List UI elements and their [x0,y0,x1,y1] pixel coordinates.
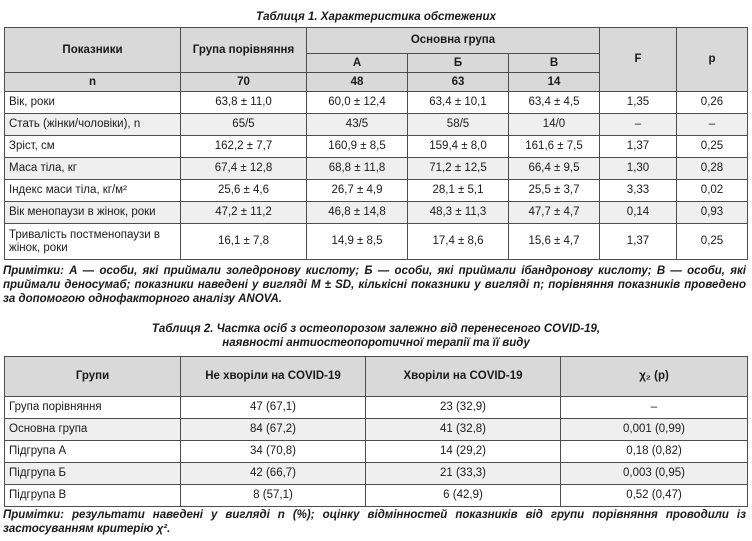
row-label: Підгрупа Б [5,463,181,485]
n-label: n [5,73,181,92]
cell-v: 47,7 ± 4,7 [509,202,600,224]
row-label: Підгрупа В [5,485,181,507]
cell-chi: 0,52 (0,47) [561,485,748,507]
cell-chi: 0,003 (0,95) [561,463,748,485]
cell-a: 43/5 [307,114,408,136]
cell-p: 0,02 [677,180,748,202]
cell-chi: 0,18 (0,82) [561,441,748,463]
cell-f: – [600,114,677,136]
cell-b: 159,4 ± 8,0 [408,136,509,158]
row-label: Основна група [5,419,181,441]
cell-comparison: 25,6 ± 4,6 [181,180,307,202]
row-label: Зріст, см [5,136,181,158]
table-row [5,114,748,136]
cell-ill: 21 (33,3) [366,463,561,485]
cell-p: 0,26 [677,92,748,114]
header-subgroup-a: А [307,54,408,73]
table-row [5,224,748,260]
cell-ill: 41 (32,8) [366,419,561,441]
cell-comparison: 67,4 ± 12,8 [181,158,307,180]
cell-f: 1,37 [600,224,677,260]
header-not-ill: Не хворіли на COVID-19 [181,357,366,397]
cell-v: 66,4 ± 9,5 [509,158,600,180]
table-row [5,419,748,441]
cell-p: 0,28 [677,158,748,180]
cell-v: 63,4 ± 4,5 [509,92,600,114]
table-row [5,485,748,507]
header-subgroup-v: В [509,54,600,73]
header-p: p [677,28,748,92]
table-row [5,463,748,485]
cell-p: 0,25 [677,224,748,260]
row-label: Вік, роки [5,92,181,114]
header-comparison-group: Група порівняння [181,28,307,73]
cell-b: 63,4 ± 10,1 [408,92,509,114]
cell-b: 28,1 ± 5,1 [408,180,509,202]
row-label: Підгрупа А [5,441,181,463]
header-ill: Хворіли на COVID-19 [366,357,561,397]
table-row [5,202,748,224]
cell-a: 46,8 ± 14,8 [307,202,408,224]
cell-not-ill: 42 (66,7) [181,463,366,485]
header-groups: Групи [5,357,181,397]
header-subgroup-b: Б [408,54,509,73]
n-a: 48 [307,73,408,92]
cell-not-ill: 34 (70,8) [181,441,366,463]
cell-f: 1,37 [600,136,677,158]
header-main-group: Основна група [307,28,600,54]
table-row [5,158,748,180]
cell-f: 1,35 [600,92,677,114]
table-row [5,180,748,202]
table2-note: Примітки: результати наведені у вигляді n (%); оцінку відмінностей показників від групи порівняння проводили із застосуванням критерію χ². [3,509,746,535]
row-label: Індекс маси тіла, кг/м² [5,180,181,202]
row-label: Вік менопаузи в жінок, роки [5,202,181,224]
cell-a: 60,0 ± 12,4 [307,92,408,114]
cell-b: 17,4 ± 8,6 [408,224,509,260]
cell-a: 14,9 ± 8,5 [307,224,408,260]
cell-not-ill: 84 (67,2) [181,419,366,441]
table2-caption-line2: наявності антиостеопоротичної терапії та її виду [222,337,530,349]
cell-p: – [677,114,748,136]
table2 [4,356,748,507]
cell-a: 68,8 ± 11,8 [307,158,408,180]
row-label: Маса тіла, кг [5,158,181,180]
cell-comparison: 47,2 ± 11,2 [181,202,307,224]
cell-comparison: 16,1 ± 7,8 [181,224,307,260]
table1-caption: Таблиця 1. Характеристика обстежених [256,11,496,23]
cell-f: 0,14 [600,202,677,224]
cell-chi: – [561,397,748,419]
cell-comparison: 65/5 [181,114,307,136]
cell-comparison: 63,8 ± 11,0 [181,92,307,114]
cell-v: 161,6 ± 7,5 [509,136,600,158]
n-v: 14 [509,73,600,92]
header-indicators: Показники [5,28,181,73]
table-row [5,136,748,158]
cell-p: 0,25 [677,136,748,158]
cell-a: 160,9 ± 8,5 [307,136,408,158]
cell-v: 14/0 [509,114,600,136]
table1 [4,27,748,260]
table2-caption-line1: Таблиця 2. Частка осіб з остеопорозом залежно від перенесеного COVID-19, [151,323,601,335]
row-label: Група порівняння [5,397,181,419]
cell-v: 15,6 ± 4,7 [509,224,600,260]
cell-v: 25,5 ± 3,7 [509,180,600,202]
row-label: Стать (жінки/чоловіки), n [5,114,181,136]
cell-not-ill: 47 (67,1) [181,397,366,419]
cell-comparison: 162,2 ± 7,7 [181,136,307,158]
cell-chi: 0,001 (0,99) [561,419,748,441]
table-row [5,397,748,419]
cell-b: 58/5 [408,114,509,136]
header-f: F [600,28,677,92]
n-b: 63 [408,73,509,92]
cell-ill: 23 (32,9) [366,397,561,419]
table-row [5,441,748,463]
n-comparison: 70 [181,73,307,92]
cell-a: 26,7 ± 4,9 [307,180,408,202]
cell-f: 1,30 [600,158,677,180]
cell-not-ill: 8 (57,1) [181,485,366,507]
cell-p: 0,93 [677,202,748,224]
cell-b: 48,3 ± 11,3 [408,202,509,224]
row-label: Тривалість постменопаузи в жінок, роки [5,224,181,260]
cell-f: 3,33 [600,180,677,202]
cell-ill: 14 (29,2) [366,441,561,463]
header-chi-square: χ₂ (p) [561,357,748,397]
table1-note: Примітки: А — особи, які приймали золедронову кислоту; Б — особи, які приймали ібандронову кислоту; В — особи, які приймали деносумаб; показники наведені у вигляді M ± SD, кількісні показники у вигляді n; порівняння показників проведено за допомогою однофакторного аналізу ANOVA. [3,265,746,305]
table-row [5,92,748,114]
cell-b: 71,2 ± 12,5 [408,158,509,180]
cell-ill: 6 (42,9) [366,485,561,507]
